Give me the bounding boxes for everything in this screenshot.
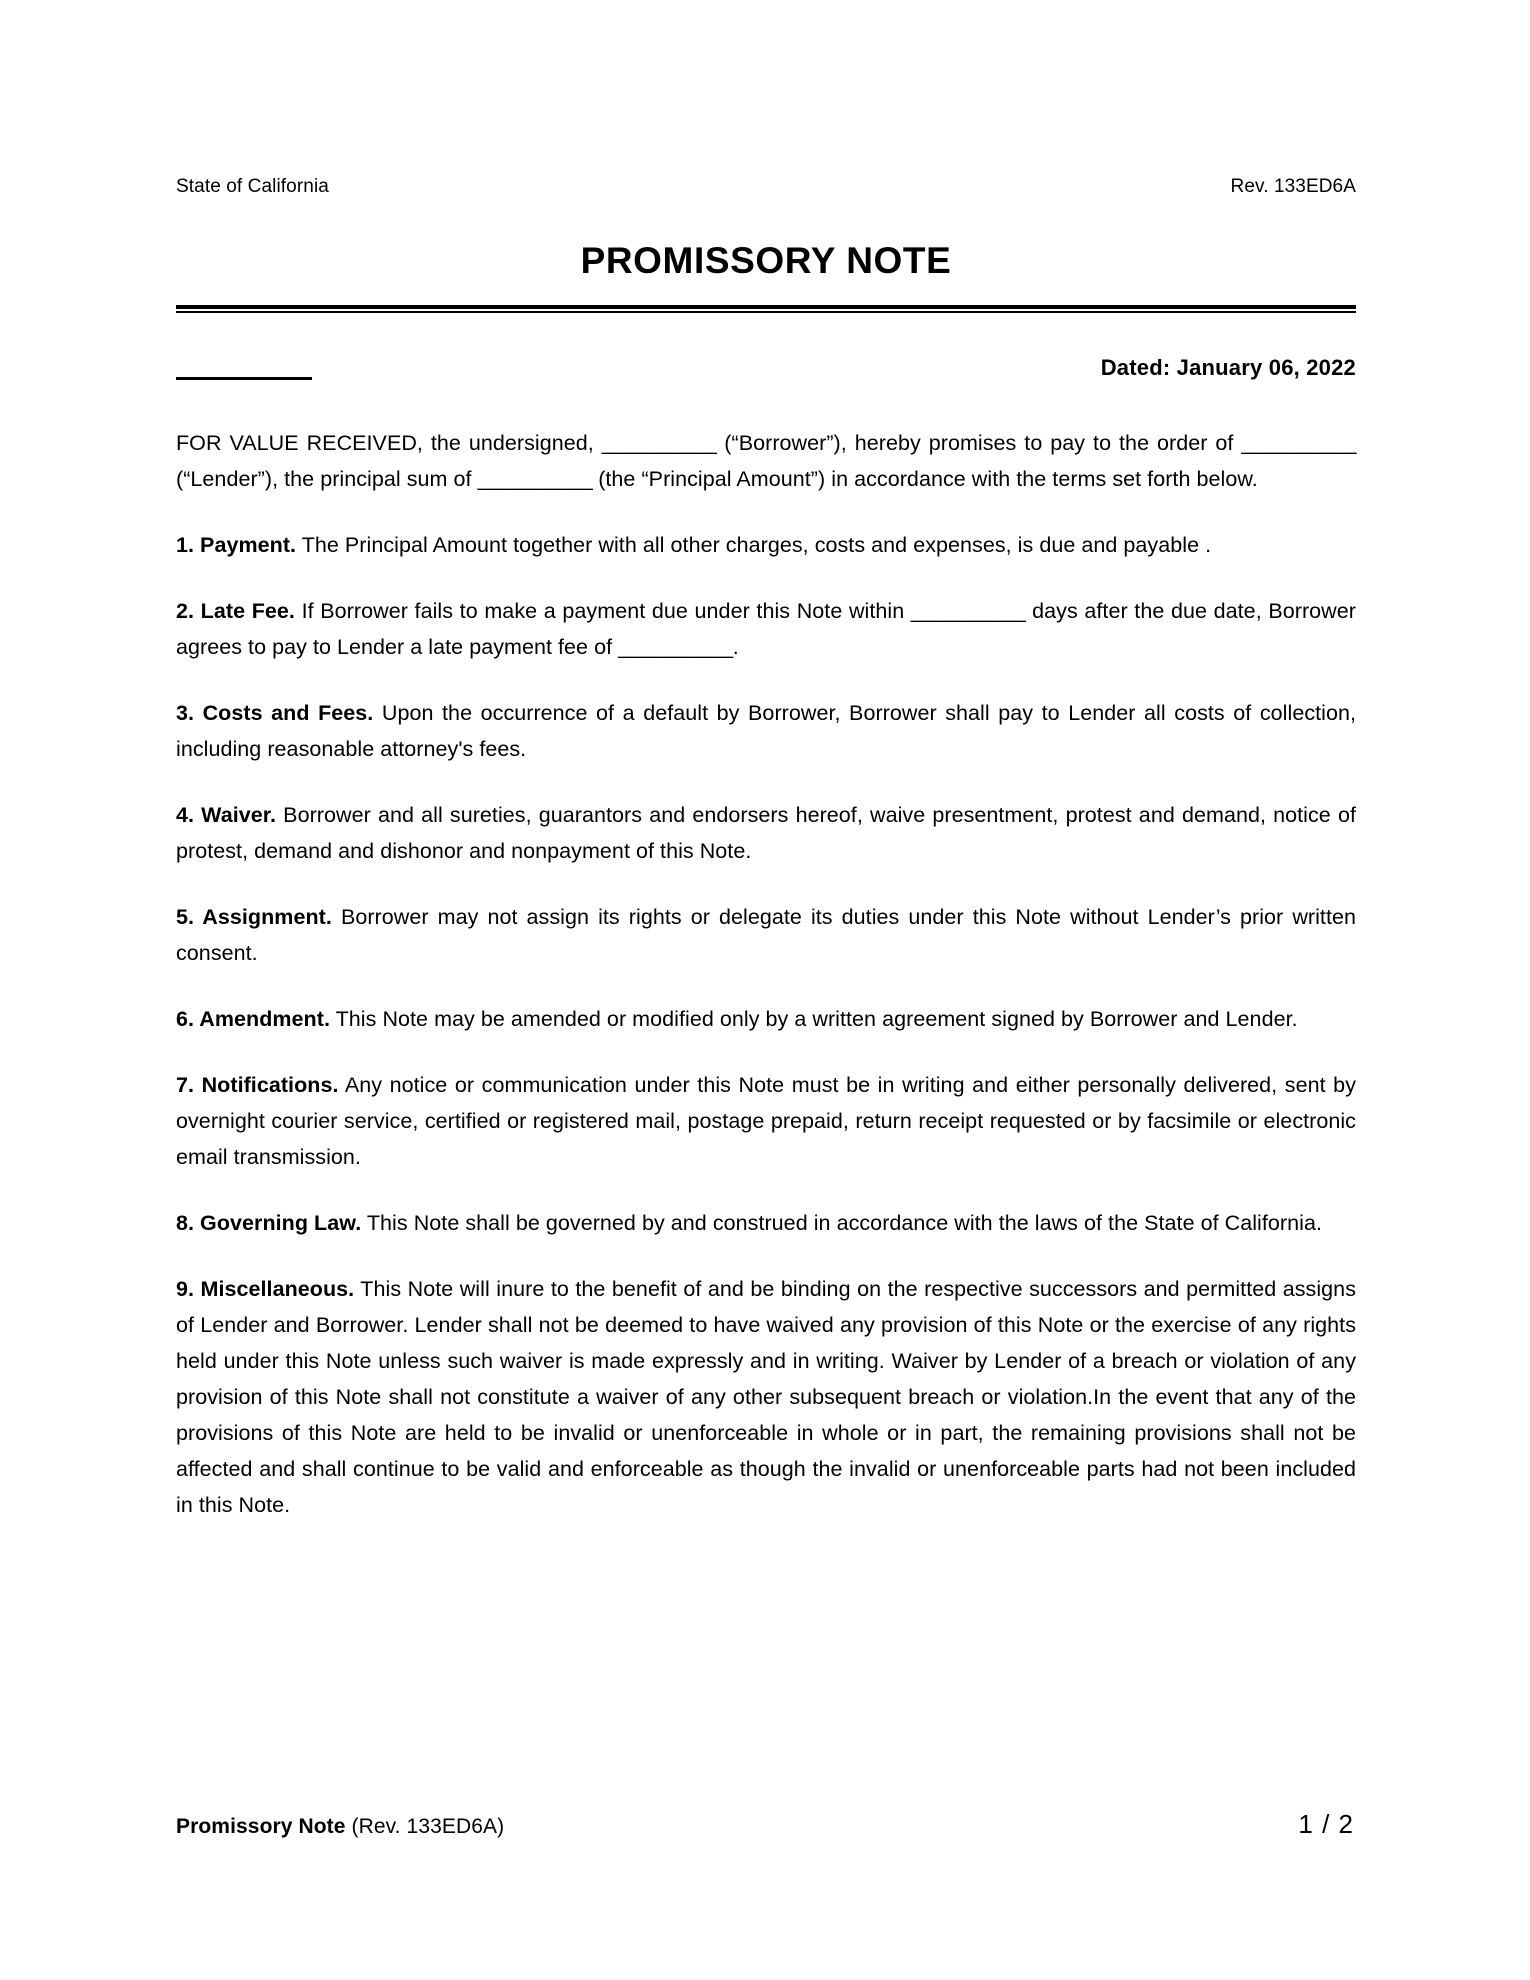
section-1-lead: 1. Payment. [176, 533, 297, 558]
paragraph-section-2-late-fee [176, 593, 1356, 665]
title-divider [176, 305, 1356, 313]
paragraph-section-4-waiver [176, 797, 1356, 869]
paragraph-intro [176, 425, 1356, 497]
section-2-lead: 2. Late Fee. [176, 599, 295, 624]
section-1-body: The Principal Amount together with all other charges, costs and expenses, is due and payable . [296, 533, 1212, 558]
section-3-body: Upon the occurrence of a default by Borrower, Borrower shall pay to Lender all costs of collection, including reasonable attorney's fees. [176, 701, 1357, 762]
blank-late-fee-amount[interactable]: __________ [618, 635, 733, 660]
document-content [176, 176, 1356, 1523]
section-2-body-a: If Borrower fails to make a payment due under this Note within [294, 599, 911, 624]
intro-text-c: (“Lender”), the principal sum of [176, 467, 478, 492]
section-3-lead: 3. Costs and Fees. [176, 701, 374, 726]
paragraph-section-5-assignment [176, 899, 1356, 971]
paragraph-section-7-notifications [176, 1067, 1356, 1175]
dated-label: Dated: January 06, 2022 [1100, 355, 1356, 381]
footer-title: Promissory Note [176, 1815, 346, 1838]
section-2-body-c: . [732, 635, 739, 660]
header-jurisdiction: State of California [176, 176, 329, 197]
blank-principal-amount[interactable]: __________ [477, 467, 593, 492]
paragraph-section-8-governing-law [176, 1205, 1356, 1241]
page-title: PROMISSORY NOTE [580, 239, 952, 281]
section-6-body: This Note may be amended or modified only by a written agreement signed by Borrower and Lender. [329, 1007, 1298, 1032]
section-2-body-b: days after the due date, Borrower agrees to pay to Lender a late payment fee of [176, 599, 1356, 660]
intro-text-d: (the “Principal Amount”) in accordance with the terms set forth below. [592, 467, 1258, 492]
dated-row [176, 355, 1356, 395]
footer-revision: (Rev. 133ED6A) [345, 1815, 505, 1838]
footer-page-number: 1 / 2 [1298, 1809, 1354, 1839]
document-footer [176, 1809, 1354, 1840]
footer-document-label [176, 1815, 504, 1839]
section-4-lead: 4. Waiver. [176, 803, 277, 828]
section-6-lead: 6. Amendment. [176, 1007, 330, 1032]
header-revision: Rev. 133ED6A [1230, 176, 1356, 197]
section-9-body: This Note will inure to the benefit of and be binding on the respective successors and permitted assigns of Lender and Borrower. Lender shall not be deemed to have waived any provision of this Note or the exercise of any rights held under this Note unless such waiver is made expressly and in writing. Waiver by Lender of a breach or violation of any provision of this Note shall not constitute a waiver of any other subsequent breach or violation.In the event that any of the provisions of this Note are held to be invalid or unenforceable in whole or in part, the remaining provisions shall not be affected and shall continue to be valid and enforceable as though the invalid or unenforceable parts had not been included in this Note. [176, 1277, 1356, 1518]
section-5-body: Borrower may not assign its rights or delegate its duties under this Note without Lender’s prior written consent. [176, 905, 1356, 966]
section-4-body: Borrower and all sureties, guarantors and endorsers hereof, waive presentment, protest and demand, notice of protest, demand and dishonor and nonpayment of this Note. [176, 803, 1356, 864]
paragraph-section-6-amendment [176, 1001, 1356, 1037]
intro-text-b: (“Borrower”), hereby promises to pay to the order of [716, 431, 1242, 456]
signature-blank-line[interactable] [176, 377, 312, 380]
blank-lender-name[interactable]: __________ [1241, 431, 1356, 456]
intro-text-a: FOR VALUE RECEIVED, the undersigned, [176, 431, 602, 456]
section-5-lead: 5. Assignment. [176, 905, 332, 930]
section-8-lead: 8. Governing Law. [176, 1211, 362, 1236]
section-8-body: This Note shall be governed by and construed in accordance with the laws of the State of California. [361, 1211, 1322, 1236]
section-9-lead: 9. Miscellaneous. [176, 1277, 355, 1302]
blank-borrower-name[interactable]: __________ [601, 431, 717, 456]
blank-late-fee-days[interactable]: __________ [910, 599, 1026, 624]
document-header [176, 176, 1356, 199]
document-body [176, 425, 1356, 1523]
section-7-body: Any notice or communication under this Note must be in writing and either personally delivered, sent by overnight courier service, certified or registered mail, postage prepaid, return receipt requested or by facsimile or electronic email transmission. [176, 1073, 1356, 1170]
section-7-lead: 7. Notifications. [176, 1073, 339, 1098]
divider-bar-thin [176, 311, 1356, 313]
paragraph-section-9-miscellaneous [176, 1271, 1356, 1523]
paragraph-section-3-costs-and-fees [176, 695, 1356, 767]
paragraph-section-1-payment [176, 527, 1356, 563]
